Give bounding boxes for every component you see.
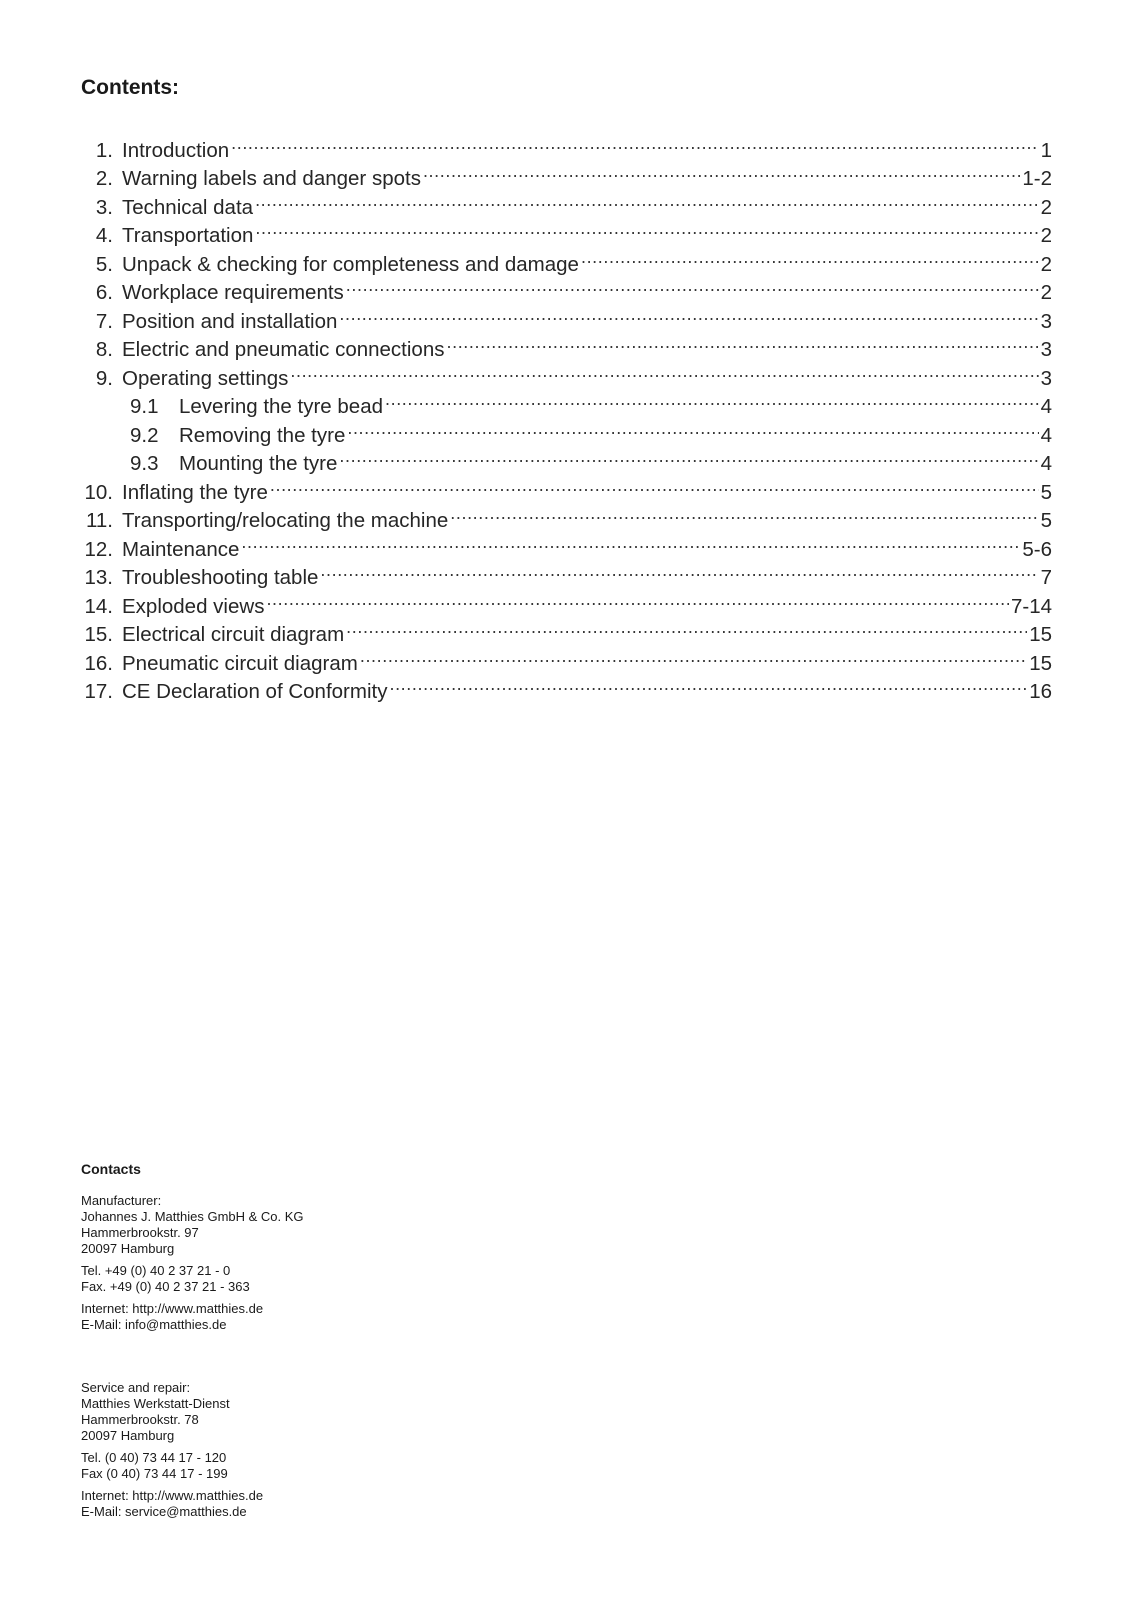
toc-subentry-number: 9.2: [130, 423, 159, 447]
toc-entry-number: 9.: [95, 366, 113, 390]
toc-entry-page: 5-6: [1022, 537, 1052, 561]
toc-entry-page: 5: [1040, 509, 1052, 532]
toc-entry-title: Troubleshooting table: [122, 566, 319, 589]
toc-subentry-page: 4: [1040, 423, 1052, 447]
toc-subentry-title: Removing the tyre: [179, 423, 346, 447]
toc-dot-leader: [266, 584, 1009, 613]
toc-entry-number: 13.: [84, 566, 113, 589]
toc-entry-title: Transporting/relocating the machine: [122, 509, 449, 532]
toc-dot-leader: [270, 470, 1039, 499]
toc-entry-number: 3.: [95, 195, 113, 219]
toc-subentry-page: 4: [1040, 395, 1052, 418]
manufacturer-street: Hammerbrookstr. 97: [81, 1225, 199, 1240]
toc-entry-title: Unpack & checking for completeness and damage: [122, 252, 579, 276]
toc-entry-page: 7-14: [1010, 594, 1052, 618]
toc-entry-title: Inflating the tyre: [122, 480, 268, 504]
toc-dot-leader: [450, 499, 1038, 528]
toc-entry-page: 2: [1040, 195, 1052, 219]
toc-dot-leader: [339, 442, 1038, 471]
toc-entry-page: 1: [1040, 138, 1052, 162]
toc-entry-title: Electrical circuit diagram: [122, 623, 345, 646]
toc-entry-number: 16.: [84, 651, 113, 675]
toc-entry-title: Position and installation: [122, 309, 338, 333]
toc-entry-page: 2: [1040, 224, 1052, 247]
service-internet: Internet: http://www.matthies.de: [81, 1488, 264, 1503]
toc-dot-leader: [385, 385, 1039, 414]
toc-dot-leader: [339, 299, 1038, 328]
toc-entry-page: 2: [1040, 252, 1052, 276]
toc-entry-page: 1-2: [1022, 167, 1052, 190]
service-label: Service and repair:: [81, 1380, 191, 1395]
toc-entry-page: 7: [1040, 566, 1052, 589]
toc-dot-leader: [320, 556, 1038, 585]
service-tel: Tel. (0 40) 73 44 17 - 120: [81, 1450, 227, 1465]
manufacturer-tel: Tel. +49 (0) 40 2 37 21 - 0: [81, 1263, 231, 1278]
toc-entry-number: 12.: [84, 537, 113, 561]
toc-dot-leader: [241, 527, 1020, 556]
toc-dot-leader: [423, 157, 1020, 186]
toc-entry-page: 3: [1040, 338, 1052, 361]
toc-entry-title: Exploded views: [122, 594, 265, 618]
toc-entry-number: 6.: [95, 281, 113, 304]
toc-entry-number: 1.: [95, 138, 113, 162]
toc-entry-page: 3: [1040, 309, 1052, 333]
toc-entry-title: Maintenance: [122, 537, 240, 561]
toc-entry-title: CE Declaration of Conformity: [122, 680, 388, 703]
toc-entry-number: 10.: [84, 480, 113, 504]
toc-entry-title: Technical data: [122, 195, 254, 219]
toc-dot-leader: [346, 613, 1027, 642]
contacts-block: [81, 1161, 304, 1520]
toc-dot-leader: [231, 128, 1038, 157]
toc-entry-number: 14.: [84, 594, 113, 618]
toc-entry-page: 3: [1040, 366, 1052, 390]
toc-entry-number: 15.: [84, 623, 113, 646]
contacts-title: Contacts: [81, 1161, 141, 1177]
toc-dot-leader: [581, 242, 1039, 271]
toc-entry-title: Workplace requirements: [122, 281, 344, 304]
manufacturer-email: E-Mail: info@matthies.de: [81, 1317, 227, 1332]
toc-entry-number: 5.: [95, 252, 113, 276]
toc-entry-title: Pneumatic circuit diagram: [122, 651, 358, 675]
toc-entry-title: Introduction: [122, 138, 230, 162]
toc-subentry-number: 9.3: [130, 452, 159, 475]
toc-entry-page: 15: [1029, 623, 1052, 646]
toc-entry-page: 15: [1029, 651, 1052, 675]
toc-entry-page: 5: [1040, 480, 1052, 504]
toc-entry-number: 11.: [86, 509, 113, 532]
toc-dot-leader: [346, 271, 1039, 300]
service-email: E-Mail: service@matthies.de: [81, 1504, 247, 1519]
toc-subentry-title: Mounting the tyre: [179, 452, 338, 475]
toc-entry: [80, 128, 1052, 162]
toc-entry-page: 16: [1029, 680, 1052, 703]
toc-subentry-number: 9.1: [130, 395, 159, 418]
manufacturer-internet: Internet: http://www.matthies.de: [81, 1301, 264, 1316]
toc-entry-title: Electric and pneumatic connections: [122, 338, 445, 361]
toc-entry-number: 17.: [84, 680, 113, 703]
toc-entry-title: Warning labels and danger spots: [122, 167, 421, 190]
toc-entry-number: 4.: [95, 224, 113, 247]
toc-dot-leader: [290, 356, 1038, 385]
toc-dot-leader: [360, 641, 1027, 670]
toc-dot-leader: [255, 185, 1039, 214]
toc-entry-number: 2.: [95, 167, 113, 190]
manufacturer-company: Johannes J. Matthies GmbH & Co. KG: [81, 1209, 304, 1224]
toc-dot-leader: [347, 413, 1038, 442]
toc-dot-leader: [447, 328, 1039, 357]
toc-entry-number: 7.: [95, 309, 113, 333]
toc-subentry-page: 4: [1040, 452, 1052, 475]
service-fax: Fax (0 40) 73 44 17 - 199: [81, 1466, 228, 1481]
manufacturer-city: 20097 Hamburg: [81, 1241, 175, 1256]
toc-dot-leader: [255, 214, 1038, 243]
toc-heading: Contents:: [81, 76, 179, 99]
toc-entry-title: Transportation: [122, 224, 254, 247]
toc-dot-leader: [389, 670, 1027, 699]
service-street: Hammerbrookstr. 78: [81, 1412, 199, 1427]
manufacturer-fax: Fax. +49 (0) 40 2 37 21 - 363: [81, 1279, 250, 1294]
manufacturer-label: Manufacturer:: [81, 1193, 162, 1208]
toc-subentry-title: Levering the tyre bead: [179, 395, 383, 418]
toc-list: [80, 128, 1052, 703]
service-city: 20097 Hamburg: [81, 1428, 175, 1443]
toc-entry-page: 2: [1040, 281, 1052, 304]
toc-entry-title: Operating settings: [122, 366, 289, 390]
toc-entry-number: 8.: [95, 338, 113, 361]
service-company: Matthies Werkstatt-Dienst: [81, 1396, 230, 1411]
